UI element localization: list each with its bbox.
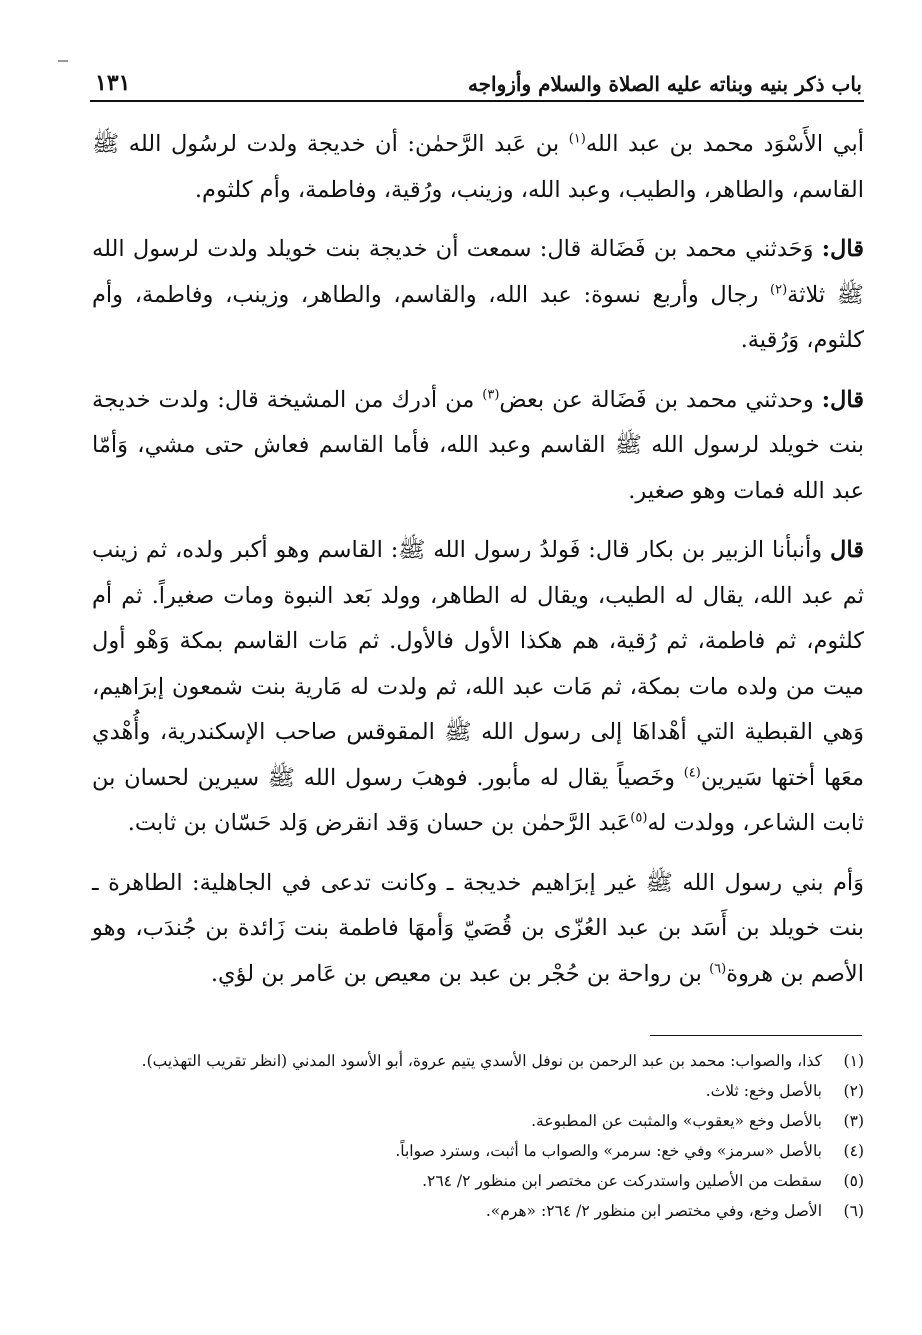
paragraph-lead: قال [830,537,864,563]
footnote-ref-4: (٤) [683,765,701,780]
footnote [92,1108,864,1135]
footnote-separator [650,1035,862,1036]
footnotes [92,1048,864,1228]
footnote [92,1138,864,1165]
footnote-text: سقطت من الأصلين واستدركت عن مختصر ابن منظور ٢/ ٢٦٤. [422,1172,822,1190]
running-header [95,62,862,96]
footnote-text: كذا، والصواب: محمد بن عبد الرحمن بن نوفل الأسدي يتيم عروة، أبو الأسود المدني (انظر تقريب التهذيب). [141,1052,822,1070]
paragraph-lead: قال: [821,236,864,262]
footnote-ref-1: (١) [568,131,586,147]
scan-mark [58,60,68,62]
footnote [92,1078,864,1105]
footnote-ref-3: (٣) [482,387,500,402]
footnote-number: (٦) [843,1202,864,1220]
footnote-text: بالأصل وخع «يعقوب» والمثبت عن المطبوعة. [531,1112,822,1130]
footnote-number: (١) [843,1052,864,1070]
footnote-number: (٤) [843,1142,864,1160]
header-rule [90,100,864,102]
footnote [92,1168,864,1195]
footnote-text: الأصل وخع، وفي مختصر ابن منظور ٢/ ٢٦٤: «هرم». [485,1202,822,1220]
paragraph-5: وَأم بني رسول الله ﷺ غير إبرَاهيم خديجة ـ وكانت تدعى في الجاهلية: الطاهرة ـ بنت خويلد بن أَسَد بن عبد العُزّى بن قُصَيّ وَأمهَا فاطمة بنت زَائدة بن جُندَب، وهو الأصم بن هروة$^{(٦)}$ بن رواحة بن حُجْر بن عبد بن معيص بن عَامر بن لؤي. [92,869,864,987]
paragraph-lead: قال: [821,386,864,413]
paragraph-1: أبي الأَسْوَد محمد بن عبد الله$^{(١)}$ بن عَبد الرَّحمٰن: أن خديجة ولدت لرسُول الله ﷺ القاسم، والطاهر، والطيب، وعبد الله، وزينب، ورُقية، وفاطمة، وأم كلثوم. [92,131,864,203]
paragraph-3: قال: وحدثني محمد بن فَضَالة عن بعض$^{(٣)}$ من أدرك من المشيخة قال: ولدت خديجة بنت خويلد لرسول الله ﷺ القاسم وعبد الله، فأما القاسم فعاش حتى مشي، وَأمّا عبد الله فمات وهو صغير. [92,386,864,504]
page-number: ١٣١ [95,70,131,96]
footnote-text: بالأصل «سرمز» وفي خع: سرمر» والصواب ما أثبت، وسترد صواباً. [395,1142,822,1160]
footnote-ref-2: (٢) [770,282,788,297]
main-text [92,122,864,1011]
footnote-ref-5: (٥) [630,810,648,826]
paragraph-2: قال: وَحَدثني محمد بن فَضَالة قال: سمعت أن خديجة بنت خويلد ولدت لرسول الله ﷺ ثلاثة$^{(٢)}$ رجال وأربع نسوة: عبد الله، والقاسم، والطاهر، وزينب، وفاطمة، وأم كلثوم، وَرُقية. [92,236,864,353]
footnote-number: (٣) [843,1112,864,1130]
footnote-ref-6: (٦) [709,961,727,976]
footnote-text: بالأصل وخع: ثلاث. [705,1082,822,1100]
footnote [92,1048,864,1075]
footnote [92,1198,864,1225]
footnote-number: (٢) [843,1082,864,1100]
footnote-number: (٥) [843,1172,864,1190]
paragraph-4: قال وأنبأنا الزبير بن بكار قال: فَولدُ رسول الله ﷺ: القاسم وهو أكبر ولده، ثم زينب ثم عبد الله، يقال له الطيب، ويقال له الطاهر، وولد بَعد النبوة ومات صغيراً. ثم أم كلثوم، ثم فاطمة، ثم رُقية، هم هكذا الأول فالأول. ثم مَات القاسم بمكة وَهْو أول ميت من ولده مات بمكة، ثم مَات عبد الله، ثم ولدت له مَارية بنت شمعون إبرَاهيم، وَهي القبطية التي أهْداهَا إلى رسول الله ﷺ المقوقس صاحب الإسكندرية، وأُهْدي معَها أختها سَيرين$^{(٤)}$ وخَصياً يقال له مأبور. فوهبَ رسول الله ﷺ سيرين لحسان بن ثابت الشاعر، وولدت له$^{(٥)}$عَبد الرَّحمٰن بن حسان وَقد انقرض وَلد حَسّان بن ثابت. [92,537,864,836]
chapter-title: باب ذكر بنيه وبناته عليه الصلاة والسلام وأزواجه [467,72,862,96]
